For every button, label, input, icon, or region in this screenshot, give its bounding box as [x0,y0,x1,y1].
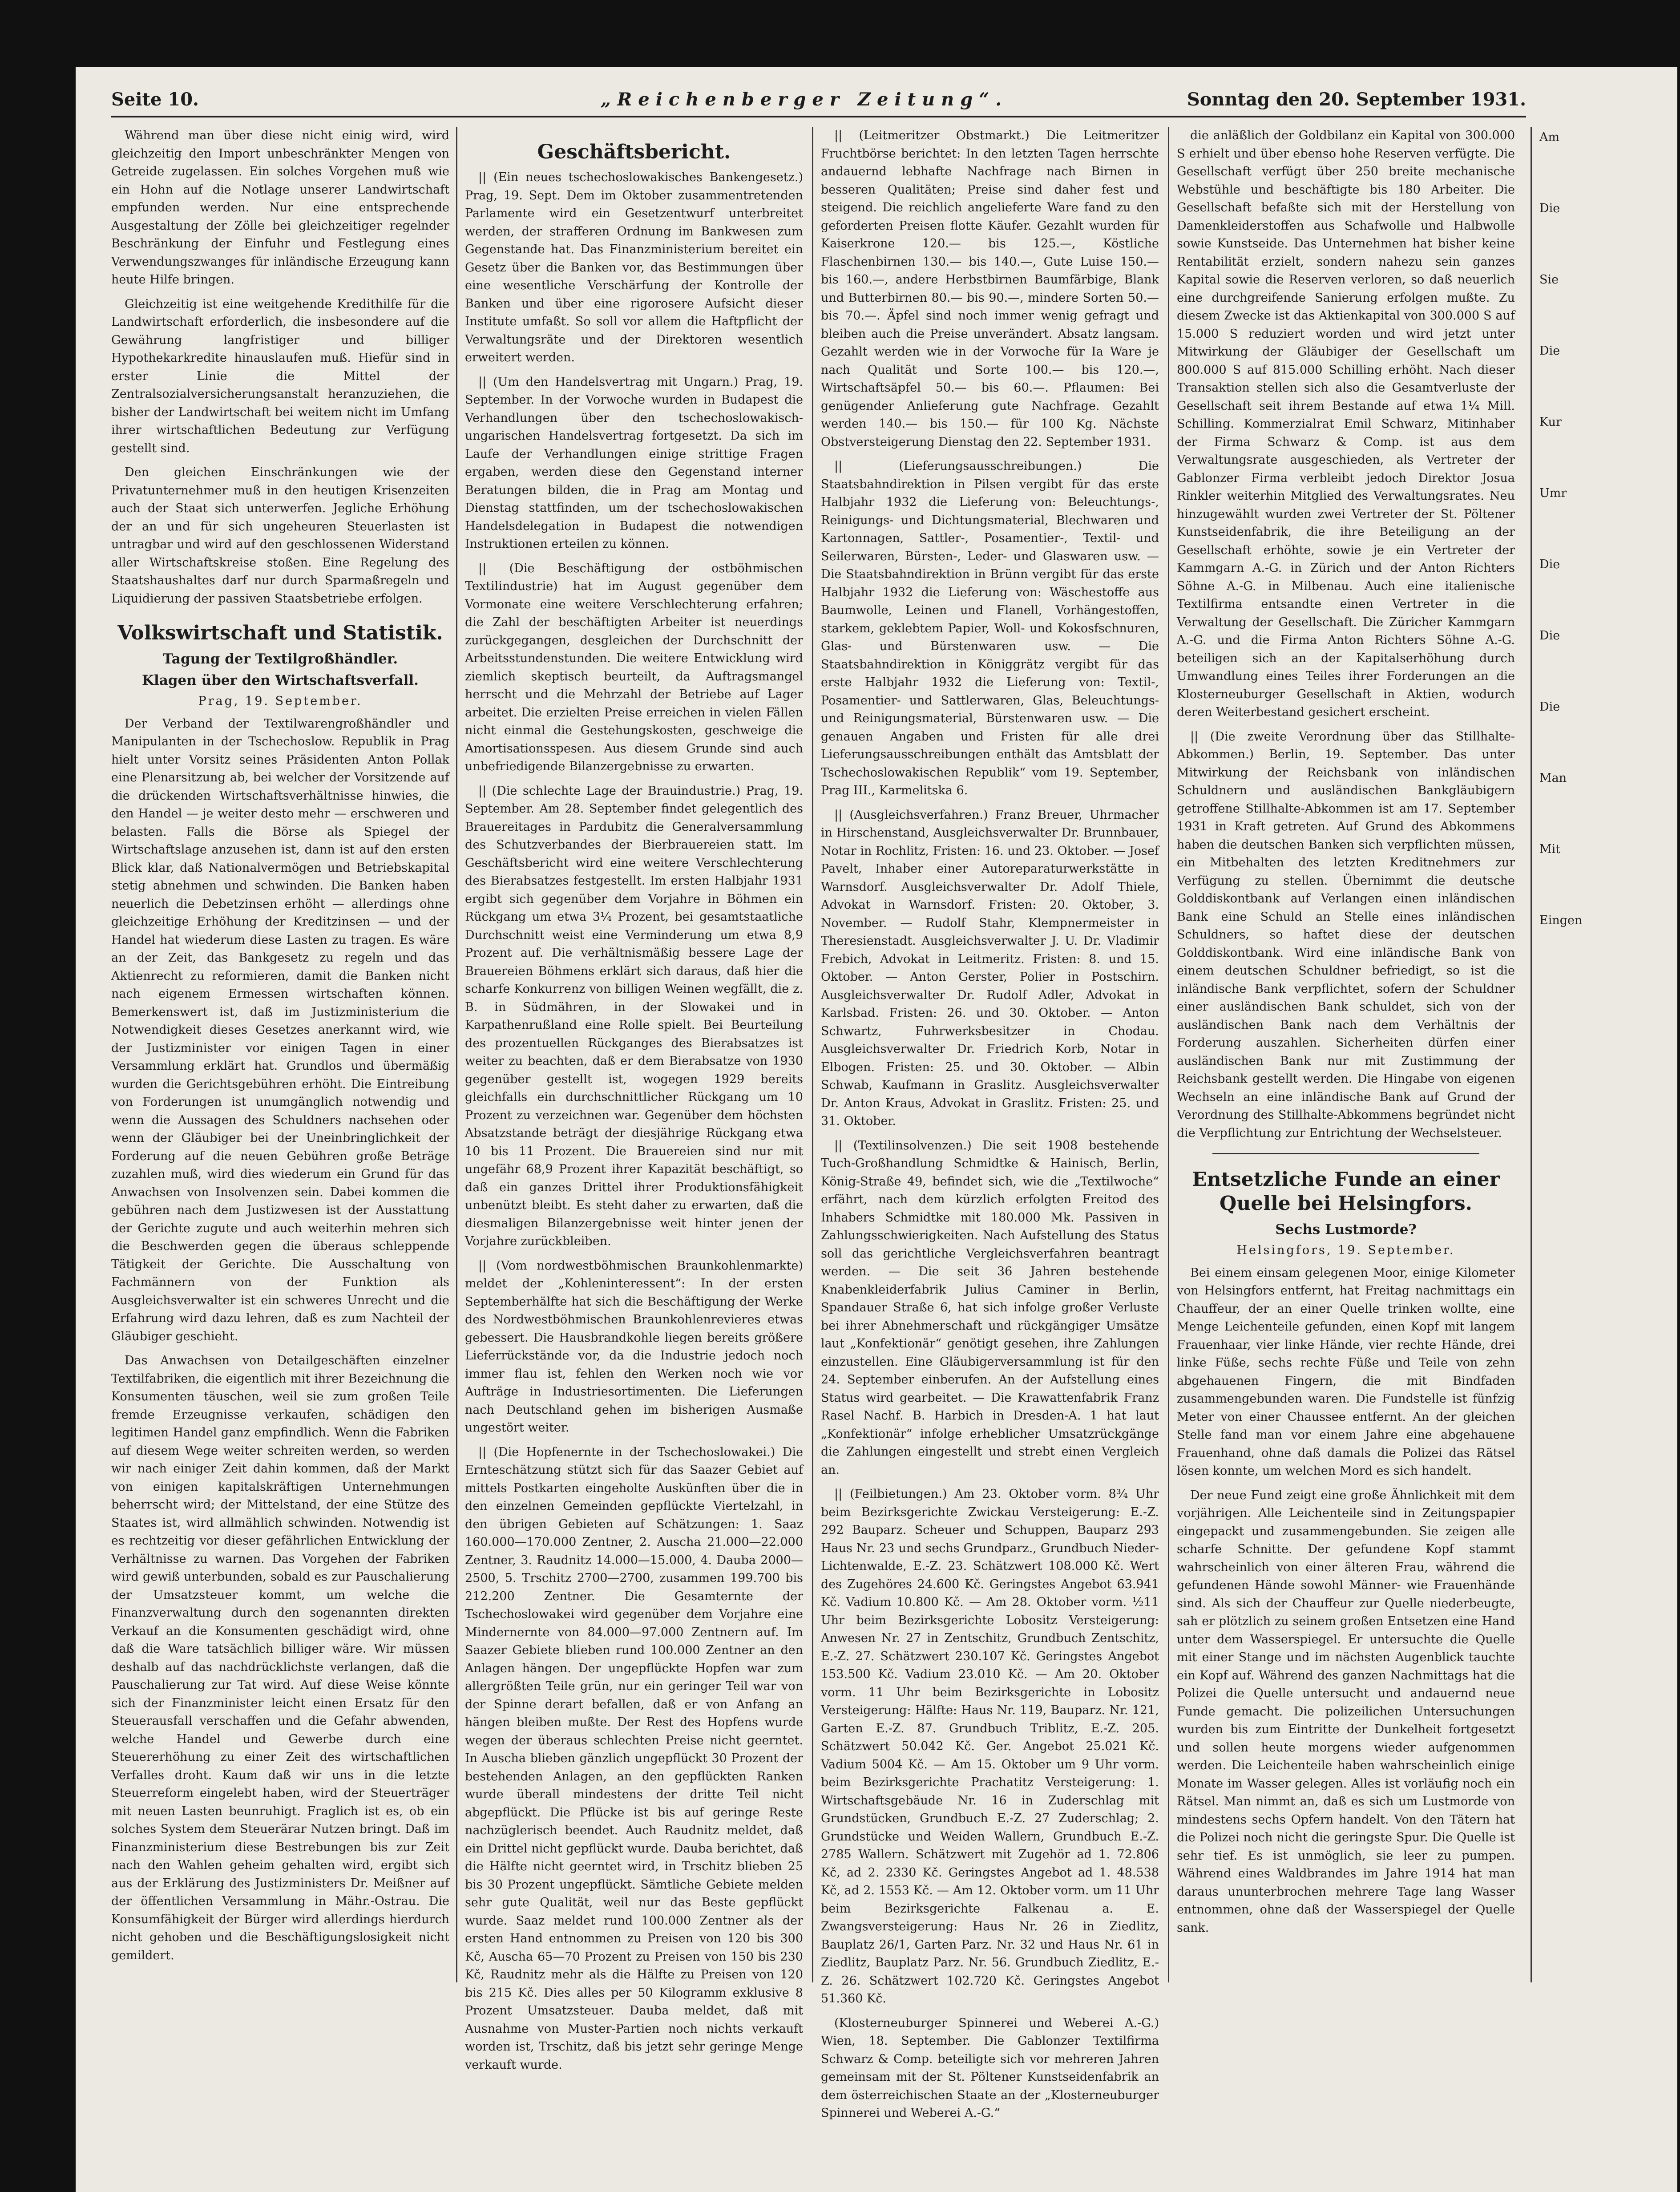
paragraph: || (Feilbietungen.) Am 23. Oktober vorm. 8¾ Uhr beim Bezirksgerichte Zwickau Versteigerung: E.-Z. 292 Bauparz. Scheuer und Schuppen, Bauparz 293 Haus Nr. 23 und sechs Grundparz., Grundbuch Nieder-Lichtenwalde, E.-Z. 23. Schätzwert 108.000 Kč. Wert des Zugehöres 24.600 Kč. Geringstes Angebot 63.941 Kč. Vadium 10.800 Kč. — Am 28. Oktober vorm. ½11 Uhr beim Bezirksgerichte Lobositz Versteigerung: Anwesen Nr. 27 in Zentschitz, Grundbuch Zentschitz, E.-Z. 27. Schätzwert 230.107 Kč. Geringstes Angebot 153.500 Kč. Vadium 23.010 Kč. — Am 20. Oktober vorm. 11 Uhr beim Bezirksgerichte in Lobositz Versteigerung: Hälfte: Haus Nr. 119, Bauparz. Nr. 121, Garten E.-Z. 87. Grundbuch Triblitz, E.-Z. 205. Schätzwert 50.042 Kč. Ger. Angebot 25.021 Kč. Vadium 5004 Kč. — Am 15. Oktober um 9 Uhr vorm. beim Bezirksgerichte Prachatitz Versteigerung: 1. Wirtschaftsgebäude Nr. 16 in Zuderschlag mit Grundstücken, Grundbuch E.-Z. 27 Zuderschlag; 2. Grundstücke und Weiden Wallern, Grundbuch E.-Z. 2785 Wallern. Schätzwert mit Zugehör ad 1. 72.806 Kč, ad 2. 2330 Kč. Geringstes Angebot ad 1. 48.538 Kč, ad 2. 1553 Kč. — Am 12. Oktober vorm. um 11 Uhr beim Bezirksgerichte Falkenau a. E. Zwangsversteigerung: Haus Nr. 26 in Ziedlitz, Bauplatz 26/1, Garten Parz. Nr. 32 und Haus Nr. 61 in Ziedlitz, Bauplatz Parz. Nr. 56. Grundbuch Ziedlitz, E.-Z. 26. Schätzwert 102.720 Kč. Geringstes Angebot 51.360 Kč. [821,1487,1159,2006]
column-rule [1168,127,1169,1982]
adjacent-page-fragment [1539,127,1602,1982]
paragraph: || (Ein neues tschechoslowakisches Bankengesetz.) Prag, 19. Sept. Dem im Oktober zusammentretenden Parlamente wird ein Gesetzentwurf unterbreitet werden, der strafferen Ordnung im Bankwesen zum Gegenstande hat. Das Finanzministerium bereitet ein Gesetz über die Banken vor, das Bestimmungen über eine wesentliche Verschärfung der Kontrolle der Banken und über eine rigorosere Aufsicht dieser Institute umfaßt. So soll vor allem die Haftpflicht der Verwaltungsräte und der Direktoren wesentlich erweitert werden. [465,170,803,364]
paragraph: || (Die schlechte Lage der Brauindustrie.) Prag, 19. September. Am 28. September findet gelegentlich des Brauereitages in Pardubitz die Generalversammlung des Schutzverbandes der Bierbrauereien statt. Im Geschäftsbericht wird eine weitere Verschlechterung des Bierabsatzes festgestellt. Im ersten Halbjahr 1931 ergibt sich gegenüber dem Vorjahre in Böhmen ein Rückgang um etwa 3¼ Prozent, bei gesamtstaatliche Durchschnitt weist eine Verminderung um etwa 8,9 Prozent auf. Die verhältnismäßig bessere Lage der Brauereien Böhmens erklärt sich daraus, daß hier die scharfe Konkurrenz von billigen Weinen wegfällt, die z. B. in Südmähren, in der Slowakei und in Karpathenrußland eine Rolle spielt. Bei Beurteilung des prozentuellen Rückganges des Bierabsatzes ist weiter zu beachten, daß er dem Bierabsatze von 1930 gegenüber gestellt ist, wogegen 1929 bereits gleichfalls ein durchschnittlicher Rückgang um 10 Prozent zu verzeichnen war. Gegenüber dem höchsten Absatzstande beträgt der diesjährige Rückgang etwa 10 bis 11 Prozent. Die Brauereien sind nur mit ungefähr 68,9 Prozent ihrer Kapazität beschäftigt, so daß ein ganzes Drittel ihrer Produktionsfähigkeit unbenützt bleibt. Es steht daher zu erwarten, daß die diesmaligen Bilanzergebnisse weit hinter jenen der Vorjahre zurückbleiben. [465,784,803,1248]
paragraph: Während man über diese nicht einig wird, wird gleichzeitig den Import unbeschränkter Mengen von Getreide zugelassen. Ein solches Vorgehen muß wie ein Hohn auf die Notlage unserer Landwirtschaft empfunden werden. Nur eine entsprechende Ausgestaltung der Zölle bei gleichzeitiger regelnder Beschränkung der Einfuhr und Festlegung eines Verwendungszwanges für inländische Erzeugung kann heute Hilfe bringen. [111,129,449,287]
edge-fragment: Umr [1539,486,1567,500]
issue-date: Sonntag den 20. September 1931. [1187,89,1526,110]
paragraph: (Klosterneuburger Spinnerei und Weberei A.-G.) Wien, 18. September. Die Gablonzer Textilfirma Schwarz & Comp. beteiligte sich vor mehreren Jahren gemeinsam mit der St. Pöltener Kunstseidenfabrik an dem österreichischen Staate an der „Klosterneuburger Spinnerei und Weberei A.-G.“ [821,2016,1159,2120]
paragraph: Das Anwachsen von Detailgeschäften einzelner Textilfabriken, die eigentlich mit ihrer Bezeichnung die Konsumenten täuschen, weil sie zum großen Teile fremde Erzeugnisse verkaufen, schädigen den legitimen Handel ganz empfindlich. Wenn die Fabriken auf diesem Wege weiter schreiten werden, so werden wir nach einiger Zeit dahin kommen, daß der Markt von einigen kapitalskräftigen Unternehmungen beherrscht wird; der Mittelstand, der eine Stütze des Staates ist, wird allmählich schwinden. Notwendig ist es rechtzeitig vor dieser gefährlichen Entwicklung der Verhältnisse zu warnen. Das Vorgehen der Fabriken wird gewiß unterbunden, sobald es zur Pauschalierung der Umsatzsteuer kommt, um welche die Finanzverwaltung durch den sogenannten direkten Verkauf an die Konsumenten geschädigt wird, ohne daß die Ware tatsächlich billiger wäre. Wir müssen deshalb auf das nachdrücklichste verlangen, daß die Pauschalierung zur Tat wird. Auf diese Weise könnte sich der Finanzminister leicht einen Ersatz für den Steuerausfall verschaffen und die Gefahr abwenden, welche Handel und Gewerbe durch eine Steuererhöhung zu einer Zeit des wirtschaftlichen Verfalles droht. Kaum daß wir uns in die letzte Steuerreform eingelebt haben, wird der Steuerträger mit neuen Lasten beunruhigt. Fraglich ist es, ob ein solches System dem Steuerärar Nutzen bringt. Daß im Finanzministerium diese Bestrebungen bis zur Zeit nach den Wahlen geheim gehalten wird, ergibt sich aus der Erklärung des Justizministers Dr. Meißner auf der öffentlichen Versammlung in Mähr.-Ostrau. Die Konsumfähigkeit der Bürger wird allerdings hierdurch nicht gehoben und die Beschäftigungslosigkeit nicht gemildert. [111,1354,449,1962]
edge-fragment: Eingen [1539,914,1583,927]
page-header [111,89,1526,117]
newspaper-title: „Reichenberger Zeitung“. [601,89,1008,110]
paragraph: || (Die Beschäftigung der ostböhmischen Textilindustrie) hat im August gegenüber dem Vormonate eine weitere Verschlechterung erfahren; die Zahl der beschäftigten Arbeiter ist neuerdings zurückgegangen, desgleichen der Durchschnitt der Arbeitsstundenstunden. Die weitere Entwicklung wird ziemlich skeptisch beurteilt, da Auftragsmangel herrscht und die Mehrzahl der Betriebe auf Lager arbeitet. Die erzielten Preise erreichen in vielen Fällen nicht einmal die Gestehungskosten, geschweige die Amortisationsspesen. Aus diesem Grunde sind auch unbefriedigende Bilanzergebnisse zu erwarten. [465,561,803,773]
column-2 [465,127,803,2072]
section-heading: Volkswirtschaft und Statistik. [117,622,443,644]
page-number: Seite 10. [111,89,199,110]
edge-fragment: Sie [1539,273,1559,287]
edge-fragment: Man [1539,771,1567,785]
paragraph: || (Vom nordwestböhmischen Braunkohlenmarkte) meldet der „Kohleninteressent“: In der ersten Septemberhälfte hat sich die Beschäftigung der Werke des Nordwestböhmischen Braunkohlenrevieres etwas gebessert. Die Hausbrandkohle liegen bereits größere Lieferrückstände vor, da die Industrie jedoch noch immer flau ist, fehlen den Werken noch wie vor Aufträge in Industriesortimenten. Die Lieferungen nach Deutschland gehen im bisherigen Ausmaße ungestört weiter. [465,1258,803,1435]
article-subtitle: Sechs Lustmorde? [1275,1221,1417,1238]
paragraph: || (Ausgleichsverfahren.) Franz Breuer, Uhrmacher in Hirschenstand, Ausgleichsverwalter Dr. Brunnbauer, Notar in Rochlitz, Fristen: 16. und 23. Oktober. — Josef Pavelt, Inhaber einer Autoreparaturwerkstätte in Warnsdorf. Ausgleichsverwalter Dr. Adolf Thiele, Advokat in Warnsdorf. Fristen: 20. Oktober, 3. November. — Rudolf Stahr, Klempnermeister in Theresienstadt. Ausgleichsverwalter J. U. Dr. Vladimir Frebich, Advokat in Leitmeritz. Fristen: 8. und 15. Oktober. — Anton Gerster, Polier in Postschirn. Ausgleichsverwalter Dr. Rudolf Adler, Advokat in Karlsbad. Fristen: 26. und 30. Oktober. — Anton Schwartz, Fuhrwerksbesitzer in Chodau. Ausgleichsverwalter Dr. Friedrich Korb, Notar in Elbogen. Fristen: 25. und 30. Oktober. — Albin Schwab, Kaufmann in Graslitz. Ausgleichsverwalter Dr. Anton Kraus, Advokat in Graslitz. Fristen: 25. und 31. Oktober. [821,808,1159,1128]
edge-fragment: Die [1539,344,1560,358]
article-subtitle: Klagen über den Wirtschaftsverfall. [142,672,419,688]
edge-fragment: Die [1539,202,1560,215]
column-1 [111,127,449,1982]
paragraph: || (Die zweite Verordnung über das Stillhalte-Abkommen.) Berlin, 19. September. Das unter Mitwirkung der Reichsbank von inländischen Schuldnern und ausländischen Bankgläubigern getroffene Stillhalte-Abkommen ist am 17. September 1931 in Kraft getreten. Auf Grund des Abkommens haben die deutschen Banken sich verpflichten müssen, ein Mitbehalten des letzten Kreditnehmers zur Verfügung zu stellen. Übernimmt die deutsche Golddiskontbank auf Verlangen einen inländischen Bank eine Schuld an Stelle eines inländischen Schuldners, so haftet diese der deutschen Golddiskontbank. Wird eine inländische Bank von einem deutschen Schuldner befriedigt, so ist die inländische Bank verpflichtet, sofern der Schuldner einer ausländischen Bank schuldet, sich von der ausländischen Bank nach dem Verhältnis der Forderung auszahlen. Sicherheiten dürfen einer ausländischen Bank nur mit Zustimmung der Reichsbank gestellt werden. Die Hingabe von eigenen Wechseln an eine inländische Bank auf Grund der Verordnung des Stillhalte-Abkommens begründet nicht die Verpflichtung zur Entrichtung der Wechselsteuer. [1177,729,1515,1140]
paragraph: Bei einem einsam gelegenen Moor, einige Kilometer von Helsingfors entfernt, hat Freitag nachmittags ein Chauffeur, der an einer Quelle trinken wollte, eine Menge Leichenteile gefunden, einen Kopf mit langem Frauenhaar, vier linke Hände, vier rechte Hände, drei linke Füße, sechs rechte Füße und Teile von zehn abgehauenen Fingern, die mit Bindfaden zusammengebunden waren. Die Fundstelle ist fünfzig Meter von einer Chaussee entfernt. An der gleichen Stelle fand man vor einem Jahre eine abgehauene Frauenhand, ohne daß damals die Polizei das Rätsel lösen konnte, um welchen Mord es sich handelt. [1177,1266,1515,1478]
edge-fragment: Die [1539,700,1560,714]
paragraph: Den gleichen Einschränkungen wie der Privatunternehmer muß in den heutigen Krisenzeiten auch der Staat sich unterwerfen. Jegliche Erhöhung der an und für sich ungeheuren Steuerlasten ist untragbar und wird auf den geschlossenen Widerstand aller Wirtschaftskreise stoßen. Eine Regelung des Staatshaushaltes darf nur durch Sparmaßregeln und Liquidierung der passiven Staatsbetriebe erfolgen. [111,465,449,606]
article-title: Tagung der Textilgroßhändler. [162,651,398,667]
column-rule [812,127,813,1982]
paragraph: Gleichzeitig ist eine weitgehende Kredithilfe für die Landwirtschaft erforderlich, die insbesondere auf die Gewährung langfristiger und billiger Hypothekarkredite hinauslaufen muß. Hiefür sind in erster Linie die Mittel der Zentralsozialversicherungsanstalt heranzuziehen, die bisher der Landwirtschaft bei weitem nicht im Umfang ihrer wirtschaftlichen Bedeutung zur Verfügung gestellt sind. [111,297,449,455]
edge-fragment: Mit [1539,842,1561,856]
edge-fragment: Die [1539,558,1560,571]
paragraph: die anläßlich der Goldbilanz ein Kapital von 300.000 S erhielt und über ebenso hohe Reserven verfügte. Die Gesellschaft verfügt über 250 breite mechanische Webstühle und beschäftigte bis 180 Arbeiter. Die Gesellschaft befaßte sich mit der Herstellung von Damenkleiderstoffen aus Schafwolle und Halbwolle sowie Kunstseide. Das Unternehmen hat bisher keine Rentabilität erzielt, sondern nahezu sein ganzes Kapital sowie die Reserven verloren, so daß neuerlich eine durchgreifende Sanierung erfolgen mußte. Zu diesem Zwecke ist das Aktienkapital von 300.000 S auf 15.000 S reduziert worden und wird jetzt unter Mitwirkung der Gläubiger der Gesellschaft um 800.000 S auf 815.000 Schilling erhöht. Nach dieser Transaktion stellen sich also die Gesamtverluste der Gesellschaft seit ihrem Bestande auf etwa 1¼ Mill. Schilling. Kommerzialrat Emil Schwarz, Mitinhaber der Firma Schwarz & Comp. ist aus dem Verwaltungsrate ausgeschieden, als Vertreter der Gablonzer Firma verbleibt jedoch Direktor Josua Rinkler weiterhin Mitglied des Verwaltungsrates. Neu hinzugewählt wurden zwei Vertreter der St. Pöltener Kunstseidenfabrik, die ihre Beteiligung an der Gesellschaft erhöhte, sowie je ein Vertreter der Kammgarn A.-G. in Zürich und der Anton Richters Söhne A.-G. in Milbenau. Auch eine italienische Textilfirma entsandte einen Vertreter in die Verwaltung der Gesellschaft. Die Züricher Kammgarn A.-G. und die Firma Anton Richters Söhne A.-G. beteiligen sich an der Kapitalserhöhung durch Umwandlung eines Teiles ihrer Forderungen an die Klosterneuburger Gesellschaft in Aktien, wodurch deren Weiterbestand gesichert erscheint. [1177,129,1515,719]
dateline: Helsingfors, 19. September. [1236,1243,1455,1257]
column-rule [1531,127,1532,1982]
separator [1212,1153,1479,1154]
edge-fragment: Kur [1539,415,1562,429]
edge-fragment: Am [1539,130,1560,144]
paragraph: Der Verband der Textilwarengroßhändler und Manipulanten in der Tschechoslow. Republik in Prag hielt unter Vorsitz seines Präsidenten Anton Pollak eine Plenarsitzung ab, bei welcher der Vorsitzende auf die drückenden Wirtschaftsverhältnisse hinwies, die den Handel — je weiter desto mehr — erschweren und belasten. Falls die Börse als Spiegel der Wirtschaftslage anzusehen ist, dann ist auf den ersten Blick klar, daß Nationalvermögen und Betriebskapital stetig abnehmen und schwinden. Die Banken haben neuerlich die Debetzinsen erhöht — allerdings ohne gleichzeitige Erhöhung der Kreditzinsen — und der Handel hat wiederum diese Lasten zu tragen. Es wäre an der Zeit, das Bankgesetz zu regeln und das Aktienrecht zu reformieren, damit die Banken nicht nach eigenem Ermessen wirtschaften können. Bemerkenswert ist, daß im Justizministerium die Notwendigkeit dieses Gesetzes anerkannt wird, wie der Justizminister vor einigen Tagen in einer Versammlung erklärt hat. Grundlos und übermäßig wurden die Gerichtsgebühren erhöht. Die Eintreibung von Forderungen ist unumgänglich notwendig und wenn die Aussagen des Schuldners nachsehen oder wenn der Gläubiger bei der Uneinbringlichkeit der Forderung auf die neuen Gebühren große Beträge zuzahlen muß, wird dies wiederum ein Grund für das Anwachsen von Insolvenzen sein. Dabei kommen die gebühren nach dem Justizwesen ist der Ausstattung der Gerichte zugute und auch weiterhin mehren sich die Beschwerden gegen die überaus schleppende Tätigkeit der Gerichte. Die Ausschaltung von Fachmännern von der Funktion als Ausgleichsverwalter ist ein schweres Unrecht und die Erfahrung wird dazu lehren, daß es zum Nachteil der Gläubiger geschieht. [111,716,449,1343]
article-title: Entsetzliche Funde an einer Quelle bei Helsingfors. [1192,1168,1500,1215]
paragraph: || (Textilinsolvenzen.) Die seit 1908 bestehende Tuch-Großhandlung Schmidtke & Hainisch, Berlin, König-Straße 49, befindet sich, wie die „Textilwoche“ erfährt, nach dem kürzlich erfolgten Freitod des Inhabers Schmidtke mit 180.000 Mk. Passiven in Zahlungsschwierigkeiten. Nach Aufstellung des Status soll das gerichtliche Vergleichsverfahren beantragt werden. — Die seit 36 Jahren bestehende Knabenkleiderfabrik Julius Caminer in Berlin, Spandauer Straße 6, hat sich infolge großer Verluste bei ihrer Abnehmerschaft und rückgängiger Umsätze laut „Konfektionär“ genötigt gesehen, ihre Zahlungen einzustellen. Eine Gläubigerversammlung ist für den 24. September einberufen. An der Aufstellung eines Status wird gearbeitet. — Die Krawattenfabrik Franz Rasel Nachf. B. Harbich in Dresden-A. 1 hat laut „Konfektionär“ infolge erheblicher Umsatzrückgänge die Zahlungen eingestellt und strebt einen Vergleich an. [821,1138,1159,1477]
dateline: Prag, 19. September. [198,694,363,708]
paragraph: || (Um den Handelsvertrag mit Ungarn.) Prag, 19. September. In der Vorwoche wurden in Budapest die Verhandlungen über den tschechoslowakisch-ungarischen Handelsvertrag fortgesetzt. Da sich im Laufe der Verhandlungen einige strittige Fragen ergaben, werden diese den Gegenstand interner Beratungen bilden, die in Prag am Montag und Dienstag stattfinden, um der tschechoslowakischen Handelsdelegation in Budapest die notwendigen Instruktionen erteilen zu können. [465,375,803,551]
paragraph: Der neue Fund zeigt eine große Ähnlichkeit mit dem vorjährigen. Alle Leichenteile sind in Zeitungspapier eingepackt und zusammengebunden. Sie zeigen alle scharfe Schnitte. Der gefundene Kopf stammt wahrscheinlich von einer älteren Frau, während die gefundenen Hände sowohl Männer- wie Frauenhände sind. Als sich der Chauffeur zur Quelle niederbeugte, sah er plötzlich zu seinem großen Entsetzen eine Hand unter dem Wasserspiegel. Er untersuchte die Quelle mit einer Stange und im nächsten Augenblick tauchte ein Kopf auf. Während des ganzen Nachmittags hat die Polizei die Quelle untersucht und andauernd neue Funde gemacht. Die polizeilichen Untersuchungen wurden bis zum Eintritte der Dunkelheit fortgesetzt und sollen heute morgens wieder aufgenommen werden. Die Leichenteile haben wahrscheinlich einige Monate im Wasser gelegen. Alles ist vorläufig noch ein Rätsel. Man nimmt an, daß es sich um Lustmorde von mindestens sechs Opfern handelt. Von den Tätern hat die Polizei noch nicht die geringste Spur. Die Quelle ist sehr tief. Es ist unmöglich, sie leer zu pumpen. Während eines Waldbrandes im Jahre 1914 hat man daraus ununterbrochen mehrere Tage lang Wasser entnommen, ohne daß der Wasserspiegel der Quelle sank. [1177,1488,1515,1935]
paragraph: || (Die Hopfenernte in der Tschechoslowakei.) Die Ernteschätzung stützt sich für das Saazer Gebiet auf mittels Postkarten eingeholte Auskünften über die in den einzelnen Gemeinden gepflückte Viertelzahl, in den übrigen Gebieten auf Schätzungen: 1. Saaz 160.000—170.000 Zentner, 2. Auscha 21.000—22.000 Zentner, 3. Raudnitz 14.000—15.000, 4. Dauba 2000—2500, 5. Trschitz 2700—2700, zusammen 199.700 bis 212.200 Zentner. Die Gesamternte der Tschechoslowakei wird gegenüber dem Vorjahre eine Mindernernte von 84.000—97.000 Zentnern auf. Im Saazer Gebiete blieben rund 100.000 Zentner an den Anlagen hängen. Der ungepflückte Hopfen war zum allergrößten Teile grün, nur ein geringer Teil war von der Spinne derart befallen, daß er von Anfang an hängen bleiben mußte. Der Rest des Hopfens wurde wegen der überaus schlechten Preise nicht geerntet. In Auscha blieben gänzlich ungepflückt 30 Prozent der bestehenden Anlagen, an den gepflückten Ranken wurde überall mindestens der dritte Teil nicht abgepflückt. Die Pflücke ist bis auf geringe Reste nachzüglerisch beendet. Auch Raudnitz meldet, daß ein Drittel nicht gepflückt wurde. Dauba berichtet, daß die Hälfte nicht geerntet wird, in Trschitz blieben 25 bis 30 Prozent ungepflückt. Sämtliche Gebiete melden sehr gute Qualität, weil nur das Beste gepflückt wurde. Saaz meldet rund 100.000 Zentner als der ersten Hand entnommen zu Preisen von 120 bis 300 Kč, Auscha 65—70 Prozent zu Preisen von 150 bis 230 Kč, Raudnitz mehr als die Hälfte zu Preisen von 120 bis 215 Kč. Dies alles per 50 Kilogramm exklusive 8 Prozent Umsatzsteuer. Dauba meldet, daß mit Ausnahme von Muster-Partien noch nichts verkauft worden ist, Trschitz, daß bis jetzt sehr geringe Menge verkauft wurde. [465,1445,803,2072]
column-4 [1177,127,1515,1982]
edge-fragment: Die [1539,629,1560,643]
section-heading: Geschäftsbericht. [537,141,731,163]
column-rule [456,127,457,1982]
column-3 [821,127,1159,2120]
paragraph: || (Leitmeritzer Obstmarkt.) Die Leitmeritzer Fruchtbörse berichtet: In den letzten Tagen herrschte andauernd lebhafte Nachfrage nach Birnen in besseren Qualitäten; Preise sind daher fest und steigend. Die reichlich angelieferte Ware fand zu den geforderten Preisen flotte Käufer. Gezahlt wurden für Kaiserkrone 120.— bis 125.—, Köstliche Flaschenbirnen 130.— bis 140.—, Gute Luise 150.— bis 160.—, andere Herbstbirnen Baumfärbige, Blank und Butterbirnen 80.— bis 90.—, mindere Sorten 50.— bis 70.—. Äpfel sind noch immer wenig gefragt und bleiben auch die Preise unverändert. Absatz langsam. Gezahlt werden wie in der Vorwoche für Ia Ware je nach Qualität und Sorte 100.— bis 120.—, Wirtschaftsäpfel 50.— bis 60.—. Pflaumen: Bei genügender Anlieferung gute Nachfrage. Gezahlt werden 140.— bis 150.— für 100 Kg. Nächste Obstversteigerung Dienstag den 22. September 1931. [821,129,1159,449]
paragraph: || (Lieferungsausschreibungen.) Die Staatsbahndirektion in Pilsen vergibt für das erste Halbjahr 1932 die Lieferung von: Beleuchtungs-, Reinigungs- und Dichtungsmaterial, Blechwaren und Kartonnagen, Sattler-, Posamentier-, Textil- und Seilerwaren, Bürsten-, Leder- und Glaswaren usw. — Die Staatsbahndirektion in Brünn vergibt für das erste Halbjahr 1932 die Lieferung von: Wäschestoffe aus Baumwolle, Leinen und Flanell, Vorhängestoffen, starkem, geklebtem Papier, Woll- und Kokosfschnuren, Glas- und Bürstenwaren usw. — Die Staatsbahndirektion in Königgrätz vergibt für das erste Halbjahr 1932 die Lieferung von: Textil-, Posamentier- und Sattlerwaren, Glas, Beleuchtungs- und Reinigungsmaterial, Bürstenwaren usw. — Die genauen Angaben und Fristen für alle drei Lieferungsausschreibungen enthält das Amtsblatt der Tschechoslowakischen Republik“ vom 19. September, Prag III., Karmelitska 6. [821,459,1159,797]
